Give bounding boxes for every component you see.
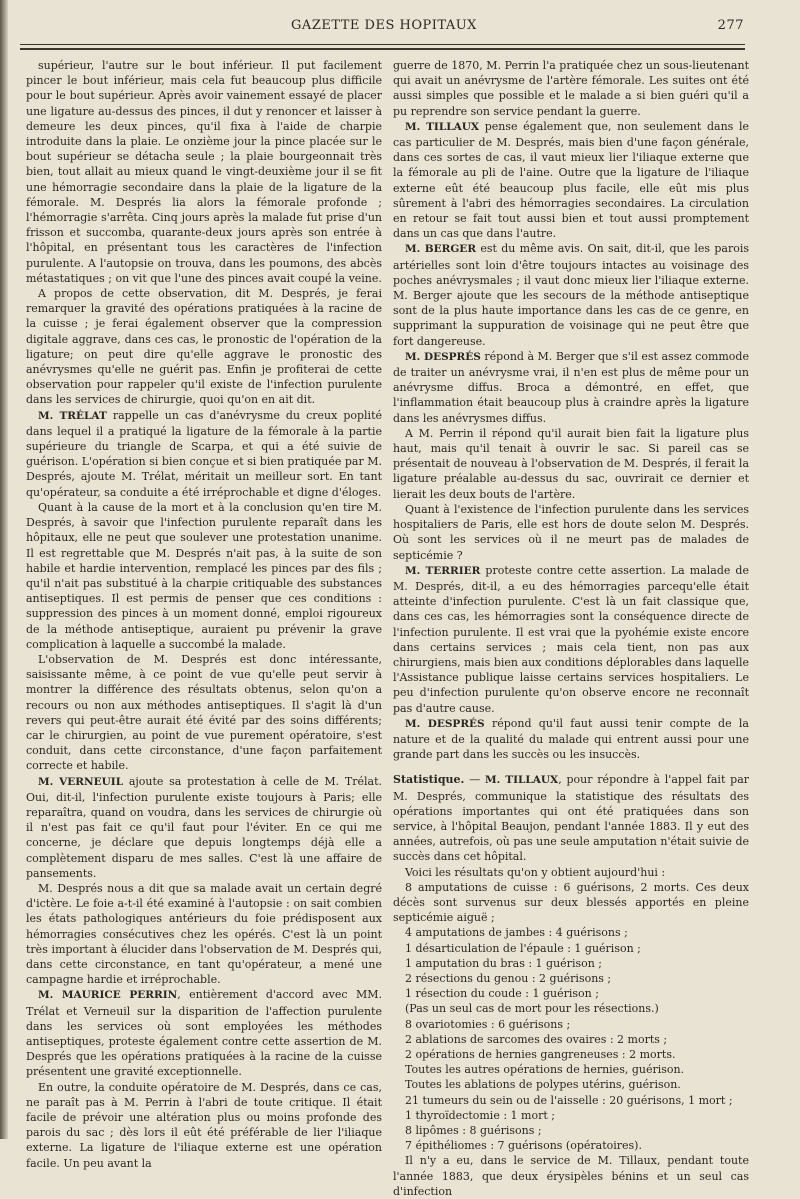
statistique-item: 1 résection du coude : 1 guérison ;: [405, 987, 599, 1001]
statistique-closing: Il n'y a eu, dans le service de M. Tillaux, pendant toute l'année 1883, que deux érysipèles bénins et un seul cas d'infection: [393, 1154, 749, 1198]
paragraph-text: guerre de 1870, M. Perrin l'a pratiquée chez un sous-lieutenant qui avait un anévrysme de l'artère fémorale. Les suites ont été aussi simples que possible et le malade a si bien guéri qu'il a pu reprendre son service pendant la guerre.: [393, 59, 749, 118]
statistique-item: 2 résections du genou : 2 guérisons ;: [405, 971, 612, 985]
section-heading: Statistique.: [393, 773, 465, 787]
statistique-item: 1 désarticulation de l'épaule : 1 guérison ;: [405, 941, 641, 955]
statistique-item: 8 amputations de cuisse : 6 guérisons, 2 morts. Ces deux décès sont survenus sur deux blessés apportés en pleine septicémie aiguë ;: [393, 880, 749, 925]
speaker-name: M. VERNEUIL: [38, 775, 124, 788]
speaker-name: M. MAURICE PERRIN: [38, 989, 178, 1002]
statistique-section: [393, 772, 749, 1199]
speaker-name: M. DESPRÉS: [405, 350, 481, 363]
paragraph-text: A M. Perrin il répond qu'il aurait bien fait la ligature plus haut, mais qu'il tenait à ouvrir le sac. Si pareil cas se présentait de nouveau à l'observation de M. Després, il ferait la ligature préalable au-dessus du sac, ouvrirait ce dernier et lierait les deux bouts de l'artère.: [393, 426, 749, 501]
statistique-item: 2 ablations de sarcomes des ovaires : 2 morts ;: [405, 1032, 668, 1046]
paragraph: [26, 987, 382, 1079]
statistique-item: 8 lipômes : 8 guérisons ;: [405, 1124, 542, 1138]
journal-title: GAZETTE DES HOPITAUX: [291, 18, 477, 33]
paragraph-text: A propos de cette observation, dit M. Després, je ferai remarquer la gravité des opérations pratiquées à la racine de la cuisse ; je ferai également observer que la compression digitale aggrave, dans ces cas, le pronostic de l'opération de la ligature; on peut dire qu'elle aggrave le pronostic des anévrysmes qu'elle ne guérit pas. Enfin je profiterai de cette observation pour rappeler qu'il existe de l'infection purulente dans les services de chirurgie, quoi qu'on en ait dit.: [26, 287, 382, 407]
statistique-item: Toutes les autres opérations de hernies, guérison.: [405, 1063, 685, 1077]
paragraph: [393, 716, 749, 763]
paragraph: [26, 58, 382, 286]
paragraph-text: répond qu'il faut aussi tenir compte de la nature et de la qualité du malade qui entrent aussi pour une grande part dans les succès ou les insuccès.: [393, 716, 749, 762]
speaker-name: M. TERRIER: [405, 564, 481, 577]
paragraph: [393, 241, 749, 348]
running-header: [24, 18, 744, 40]
paragraph-text: L'observation de M. Després est donc intéressante, saisissante même, à ce point de vue qu'elle peut servir à montrer la différence des résultats obtenus, selon qu'on a recours ou non aux méthodes antiseptiques. Il s'agit là d'un revers qui peut-être aurait été évité par des soins différents; car le chirurgien, au point de vue purement opératoire, s'est conduit, dans cette circonstance, d'une façon parfaitement correcte et habile.: [26, 652, 382, 773]
paragraph-text: répond à M. Berger que s'il est assez commode de traiter un anévrysme vrai, il n'en est plus de même pour un anévrysme diffus. Broca a démontré, en effet, que l'inflammation était beaucoup plus à craindre après la ligature dans les anévrysmes diffus.: [393, 349, 749, 425]
paragraph-text: Quant à l'existence de l'infection purulente dans les services hospitaliers de Paris, elle est hors de doute selon M. Després. Où sont les services où il ne meurt pas de malades de septicémie ?: [393, 502, 749, 562]
paragraph: [26, 286, 382, 408]
paragraph-text: En outre, la conduite opératoire de M. Després, dans ce cas, ne paraît pas à M. Perrin à l'abri de toute critique. Il était facile de prévoir une altération plus ou moins profonde des parois du sac ; dès lors il eût été préférable de lier l'iliaque externe. La ligature de l'iliaque externe est une opération facile. Un peu avant la: [26, 1080, 382, 1170]
paragraph: [26, 774, 382, 881]
paragraph-text: , entièrement d'accord avec MM. Trélat et Verneuil sur la disparition de l'affection purulente dans les services où sont employées les méthodes antiseptiques, proteste également contre cette assertion de M. Després que les opérations pratiquées à la racine de la cuisse présentent une gravité exceptionnelle.: [26, 988, 383, 1079]
header-rule-thick: [20, 48, 745, 50]
page-binding-shadow: [0, 0, 8, 1139]
right-discussion: [393, 58, 749, 762]
paragraph-text: proteste contre cette assertion. La malade de M. Després, dit-il, a eu des hémorragies parcequ'elle était atteinte d'infection purulente. C'est là un fait classique que, dans ces cas, les hémorragies sont la conséquence directe de l'infection purulente. Il est vrai que la pyohémie existe encore dans certains services ; mais cela tient, non pas aux chirurgiens, mais bien aux conditions déplorables dans laquelle l'Assistance publique laisse certains services hospitaliers. Le peu d'infection purulente qu'on observe encore ne reconnaît pas d'autre cause.: [393, 563, 749, 715]
statistique-item: 2 opérations de hernies gangreneuses : 2 morts.: [405, 1048, 676, 1061]
paragraph: [393, 349, 749, 426]
paragraph: [26, 408, 382, 500]
paragraph-text: pense également que, non seulement dans le cas particulier de M. Després, mais bien d'une façon générale, dans ces sortes de cas, il vaut mieux lier l'iliaque externe que la fémorale au pli de l'aine. Outre que la ligature de l'iliaque externe eût été beaucoup plus facile, elle eût mis plus sûrement à l'abri des hémorragies secondaires. La circulation en retour se fait tout aussi bien et tout aussi promptement dans un cas que dans l'autre.: [393, 119, 750, 241]
statistique-item: 4 amputations de jambes : 4 guérisons ;: [405, 926, 628, 940]
speaker-name: M. TILLAUX: [405, 120, 480, 133]
paragraph: [26, 500, 382, 652]
paragraph-text: supérieur, l'autre sur le bout inférieur. Il put facilement pincer le bout inférieur, mais cela fut beaucoup plus difficile pour le bout supérieur. Après avoir vainement essayé de placer une ligature au-dessus des pinces, il dut y renoncer et laisser à demeure les deux pinces, qu'il fixa à l'aide de charpie introduite dans la plaie. Le onzième jour la pince placée sur le bout supérieur se détacha seule ; la plaie bourgeonnait très bien, tout allait au mieux quand le vingt-deuxième jour il se fit une hémorragie secondaire dans la plaie de la ligature de la fémorale. M. Després lia alors la fémorale profonde ; l'hémorragie s'arrêta. Cinq jours après la malade fut prise d'un frisson et succomba, quarante-deux jours après son entrée à l'hôpital, en présentant tous les caractères de l'infection purulente. A l'autopsie on trouva, dans les poumons, des abcès métastatiques ; on vit que l'une des pinces avait coupé la veine.: [26, 59, 382, 285]
paragraph-text: M. Després nous a dit que sa malade avait un certain degré d'ictère. Le foie a-t-il été examiné à l'autopsie : on sait combien les états pathologiques antérieurs du foie prédisposent aux hémorragies consécutives chez les opérés. C'est là un point très important à élucider dans l'observation de M. Després qui, dans cette circonstance, en tant qu'opérateur, a mené une campagne hardie et irréprochable.: [26, 881, 382, 987]
paragraph-text: est du même avis. On sait, dit-il, que les parois artérielles sont loin d'être toujours intactes au voisinage des poches anévrysmales ; il vaut donc mieux lier l'iliaque externe. M. Berger ajoute que les secours de la méthode antiseptique sont de la plus haute importance dans les cas de ce genre, en supprimant la suppuration de voisinage qui ne peut être que fort dangereuse.: [393, 242, 750, 348]
statistique-lead: Voici les résultats qu'on y obtient aujourd'hui :: [405, 865, 666, 879]
left-text-column: [26, 58, 383, 1170]
paragraph-text: rappelle un cas d'anévrysme du creux poplité dans lequel il a pratiqué la ligature de la fémorale à la partie supérieure du triangle de Scarpa, et qui a été suivie de guérison. L'opération si bien conçue et si bien pratiquée par M. Després, ajoute M. Trélat, méritait un meilleur sort. En tant qu'opérateur, sa conduite a été irréprochable et digne d'éloges.: [26, 408, 382, 499]
paragraph: [26, 652, 382, 774]
paragraph: [393, 502, 749, 563]
speaker-name: M. DESPRÉS: [405, 717, 485, 730]
paragraph: [26, 1080, 382, 1171]
statistique-list: [393, 880, 749, 1154]
speaker-name: M. TRÉLAT: [38, 409, 107, 422]
section-gap: [393, 762, 749, 772]
right-text-column: [393, 58, 750, 1198]
statistique-item: 8 ovariotomies : 6 guérisons ;: [405, 1017, 571, 1031]
paragraph: [393, 58, 749, 119]
paragraph-text: Quant à la cause de la mort et à la conclusion qu'en tire M. Després, à savoir que l'infection purulente reparaît dans les hôpitaux, elle ne peut que soulever une protestation unanime. Il est regrettable que M. Després n'ait pas, à la suite de son habile et hardie intervention, remplacé les pinces par des fils ; qu'il n'ait pas substitué à la charpie critiquable des substances antiseptiques. Il est permis de penser que ces conditions : suppression des pinces à un moment donné, emploi rigoureux de la méthode antiseptique, auraient pu prévenir la grave complication à laquelle a succombé la malade.: [26, 500, 382, 651]
paragraph: [26, 881, 382, 987]
statistique-intro-paragraph: Statistique. — M. TILLAUX, pour répondre à l'appel fait par M. Després, communique la statistique des résultats des opérations importantes qui ont été pratiquées dans son service, à l'hôpital Beaujon, pendant l'année 1883. Il y eut des années, autrefois, où pas une seule amputation n'était suivie de succès dans cet hôpital.: [393, 773, 750, 864]
paragraph-text: ajoute sa protestation à celle de M. Trélat. Oui, dit-il, l'infection purulente existe toujours à Paris; elle reparaîtra, quand on voudra, dans les services de chirurgie où il n'est pas fait ce qu'il faut pour l'éviter. En ce qui me concerne, je déclare que depuis longtemps déjà elle a complètement disparu de mes salles. C'est là une affaire de pansements.: [26, 774, 382, 880]
statistique-item: 1 thyroïdectomie : 1 mort ;: [405, 1108, 555, 1122]
statistique-intro: , pour répondre à l'appel fait par M. Després, communique la statistique des résultats des opérations importantes qui ont été pratiquées dans son service, à l'hôpital Beaujon, pendant l'année 1883. Il y eut des années, autrefois, où pas une seule amputation n'était suivie de succès dans cet hôpital.: [393, 773, 750, 864]
statistique-item: 21 tumeurs du sein ou de l'aisselle : 20 guérisons, 1 mort ;: [405, 1093, 733, 1107]
statistique-item: 1 amputation du bras : 1 guérison ;: [405, 956, 603, 970]
paragraph: [393, 563, 749, 716]
paragraph: [393, 119, 749, 242]
speaker-name: M. TILLAUX: [485, 774, 559, 787]
paragraph: [393, 426, 749, 502]
statistique-item: Toutes les ablations de polypes utérins, guérison.: [405, 1078, 681, 1092]
statistique-item: (Pas un seul cas de mort pour les résections.): [405, 1002, 659, 1016]
header-rule-thin: [20, 44, 745, 45]
page-number: 277: [717, 18, 744, 33]
speaker-name: M. BERGER: [405, 243, 477, 256]
statistique-item: 7 épithéliomes : 7 guérisons (opératoires).: [405, 1139, 642, 1153]
